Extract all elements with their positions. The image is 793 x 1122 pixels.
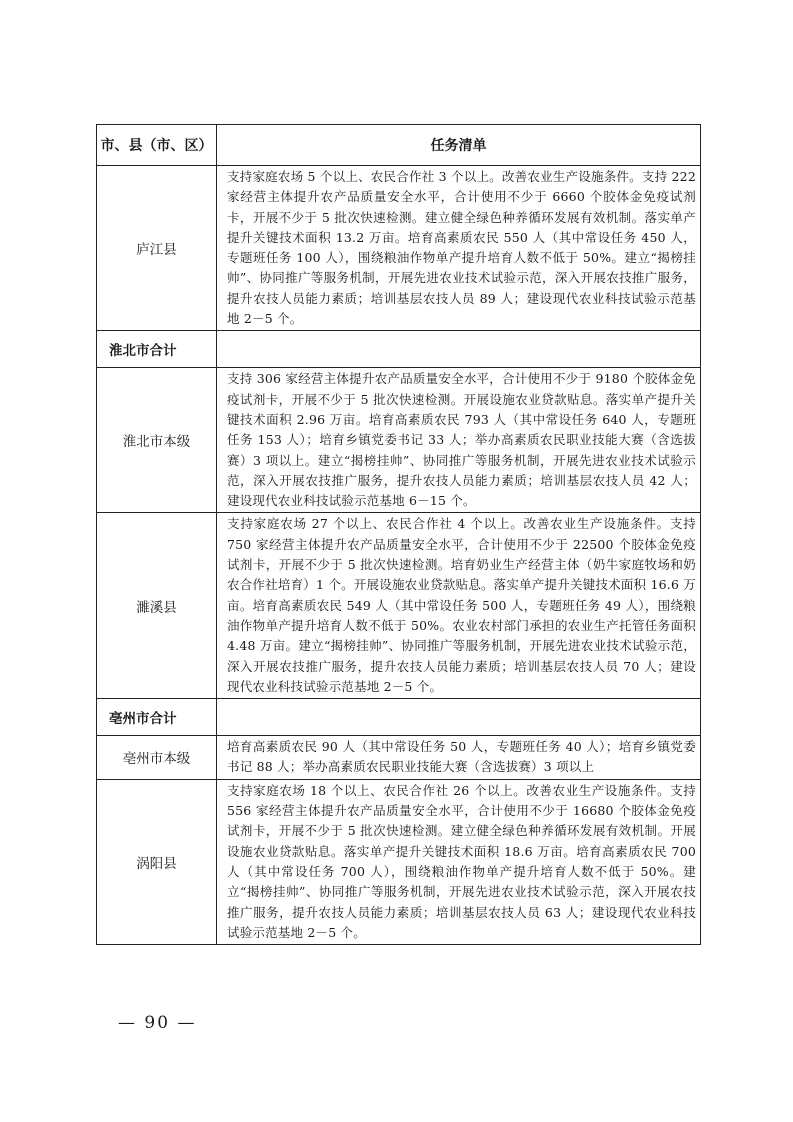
table-row (97, 779, 701, 944)
region-name: 涡阳县 (97, 779, 217, 944)
table-row (97, 513, 701, 699)
task-table (96, 124, 701, 945)
page-number: — 90 — (118, 1013, 197, 1033)
group-empty-cell (217, 699, 701, 736)
table-row (97, 166, 701, 331)
header-region: 市、县（市、区） (97, 125, 217, 166)
group-row (97, 699, 701, 736)
region-name: 亳州市本级 (97, 736, 217, 780)
task-text: 支持家庭农场 27 个以上、农民合作社 4 个以上。改善农业生产设施条件。支持 750 家经营主体提升农产品质量安全水平，合计使用不少于 22500 个胶体金免疫试剂卡，开展不少于 5 批次快速检测。培育奶业生产经营主体（奶牛家庭牧场和奶农合作社培育）1 个。开展设施农业贷款贴息。落实单产提升关键技术面积 16.6 万亩。培育高素质农民 549 人（其中常设任务 500 人，专题班任务 49 人），围绕粮油作物单产提升培育人数不低于 50%。农业农村部门承担的农业生产托管任务面积 4.48 万亩。建立“揭榜挂帅”、协同推广等服务机制，开展先进农业技术试验示范，深入开展农技推广服务，提升农技人员能力素质；培训基层农技人员 70 人；建设现代农业科技试验示范基地 2－5 个。 (217, 513, 701, 699)
region-name: 庐江县 (97, 166, 217, 331)
task-text: 支持家庭农场 18 个以上、农民合作社 26 个以上。改善农业生产设施条件。支持 556 家经营主体提升农产品质量安全水平，合计使用不少于 16680 个胶体金免疫试剂卡，开展不少于 5 批次快速检测。建立健全绿色种养循环发展有效机制。开展设施农业贷款贴息。落实单产提升关键技术面积 18.6 万亩。培育高素质农民 700 人（其中常设任务 700 人），围绕粮油作物单产提升培育人数不低于 50%。建立“揭榜挂帅”、协同推广等服务机制，开展先进农业技术试验示范，深入开展农技推广服务，提升农技人员能力素质；培训基层农技人员 63 人；建设现代农业科技试验示范基地 2－5 个。 (217, 779, 701, 944)
table-body (97, 166, 701, 945)
task-text: 培育高素质农民 90 人（其中常设任务 50 人，专题班任务 40 人）；培育乡镇党委书记 88 人；举办高素质农民职业技能大赛（含选拔赛）3 项以上 (217, 736, 701, 780)
table-header-row (97, 125, 701, 166)
table-row (97, 736, 701, 780)
group-name: 亳州市合计 (97, 699, 217, 736)
group-name: 淮北市合计 (97, 331, 217, 368)
group-row (97, 331, 701, 368)
document-page (96, 124, 700, 945)
group-empty-cell (217, 331, 701, 368)
task-text: 支持 306 家经营主体提升农产品质量安全水平，合计使用不少于 9180 个胶体金免疫试剂卡，开展不少于 5 批次快速检测。开展设施农业贷款贴息。落实单产提升关键技术面积 2.96 万亩。培育高素质农民 793 人（其中常设任务 640 人，专题班任务 153 人）；培育乡镇党委书记 33 人；举办高素质农民职业技能大赛（含选拔赛）3 项以上。建立“揭榜挂帅”、协同推广等服务机制，开展先进农业技术试验示范，深入开展农技推广服务，提升农技人员能力素质；培训基层农技人员 42 人；建设现代农业科技试验示范基地 6－15 个。 (217, 368, 701, 513)
task-text: 支持家庭农场 5 个以上、农民合作社 3 个以上。改善农业生产设施条件。支持 222 家经营主体提升农产品质量安全水平，合计使用不少于 6660 个胶体金免疫试剂卡，开展不少于 5 批次快速检测。建立健全绿色种养循环发展有效机制。落实单产提升关键技术面积 13.2 万亩。培育高素质农民 550 人（其中常设任务 450 人，专题班任务 100 人），围绕粮油作物单产提升培育人数不低于 50%。建立“揭榜挂帅”、协同推广等服务机制，开展先进农业技术试验示范，深入开展农技推广服务，提升农技人员能力素质；培训基层农技人员 89 人；建设现代农业科技试验示范基地 2－5 个。 (217, 166, 701, 331)
region-name: 淮北市本级 (97, 368, 217, 513)
table-row (97, 368, 701, 513)
header-task-list: 任务清单 (217, 125, 701, 166)
region-name: 濉溪县 (97, 513, 217, 699)
